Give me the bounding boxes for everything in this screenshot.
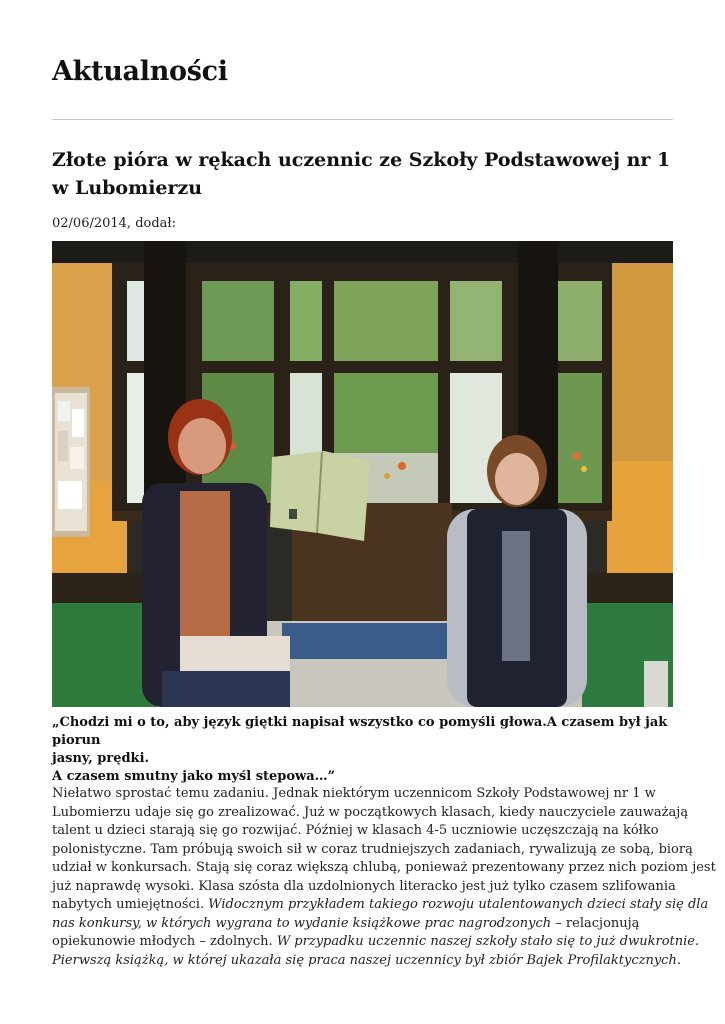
body-line (52, 896, 709, 915)
body-text-run: opiekunowie młodych – zdolnych. (52, 934, 277, 949)
body-line (52, 952, 681, 971)
section-divider (52, 119, 673, 120)
body-italic-text: nas konkursy, w których wygrana to wydanie książkowe prac nagrodzonych (52, 915, 552, 931)
quote-line: jasny, prędki. (52, 751, 150, 766)
body-line (52, 915, 673, 934)
body-line (52, 878, 676, 897)
article-title[interactable]: Złote pióra w rękach uczennic ze Szkoły Podstawowej nr 1 w Lubomierzu (52, 149, 671, 199)
body-text-run: nabytych umiejętności. (52, 897, 209, 912)
body-line (52, 822, 673, 841)
body-text-run: udział w konkursach. Stają się coraz większą chlubą, ponieważ prezentowany przez nich poziom jest (52, 860, 716, 875)
quote-line: „Chodzi mi o to, aby język giętki napisał wszystko co pomyśli głowa.A czasem był jak piorun (52, 715, 668, 748)
article-meta: 02/06/2014, dodał: (52, 216, 177, 231)
body-line (52, 785, 673, 804)
body-italic-text: Pierwszą książką, w której ukazała się praca naszej uczennicy był zbiór Bajek Profilaktycznych (52, 952, 677, 968)
body-line (52, 804, 689, 823)
body-text-run: – relacjonują (551, 915, 640, 931)
body-text-run: talent u dzieci starają się go rozwijać. Później w klasach 4-5 uczniowie uczęszczają na kółko (52, 823, 659, 838)
quote-line: A czasem smutny jako myśl stepowa…” (52, 769, 336, 784)
article-quote (52, 714, 673, 786)
body-text-run: Niełatwo sprostać temu zadaniu. Jednak niektórym uczennicom Szkoły Podstawowej nr 1 w (52, 786, 656, 801)
body-text-run: . (676, 952, 681, 968)
body-line (52, 933, 700, 952)
body-line (52, 859, 716, 878)
body-line (52, 841, 693, 860)
body-text-run: już naprawdę wysoki. Klasa szósta dla uzdolnionych literacko jest już tylko czasem szlifowania (52, 878, 676, 894)
body-italic-text: Widocznym przykładem takiego rozwoju utalentowanych dzieci stały się dla (208, 897, 709, 912)
photo-two-students-with-book-icon (52, 241, 673, 707)
body-italic-text: W przypadku uczennic naszej szkoły stało się to już dwukrotnie. (276, 934, 700, 949)
article-photo (52, 241, 673, 707)
section-title: Aktualności (52, 56, 228, 87)
body-text-run: polonistyczne. Tam próbują swoich sił w coraz trudniejszych zadaniach, rywalizują ze sobą, biorą (52, 841, 693, 857)
article-body (52, 785, 716, 970)
body-text-run: Lubomierzu udaje się go zrealizować. Już w początkowych klasach, kiedy nauczyciele zauważają (52, 804, 689, 820)
